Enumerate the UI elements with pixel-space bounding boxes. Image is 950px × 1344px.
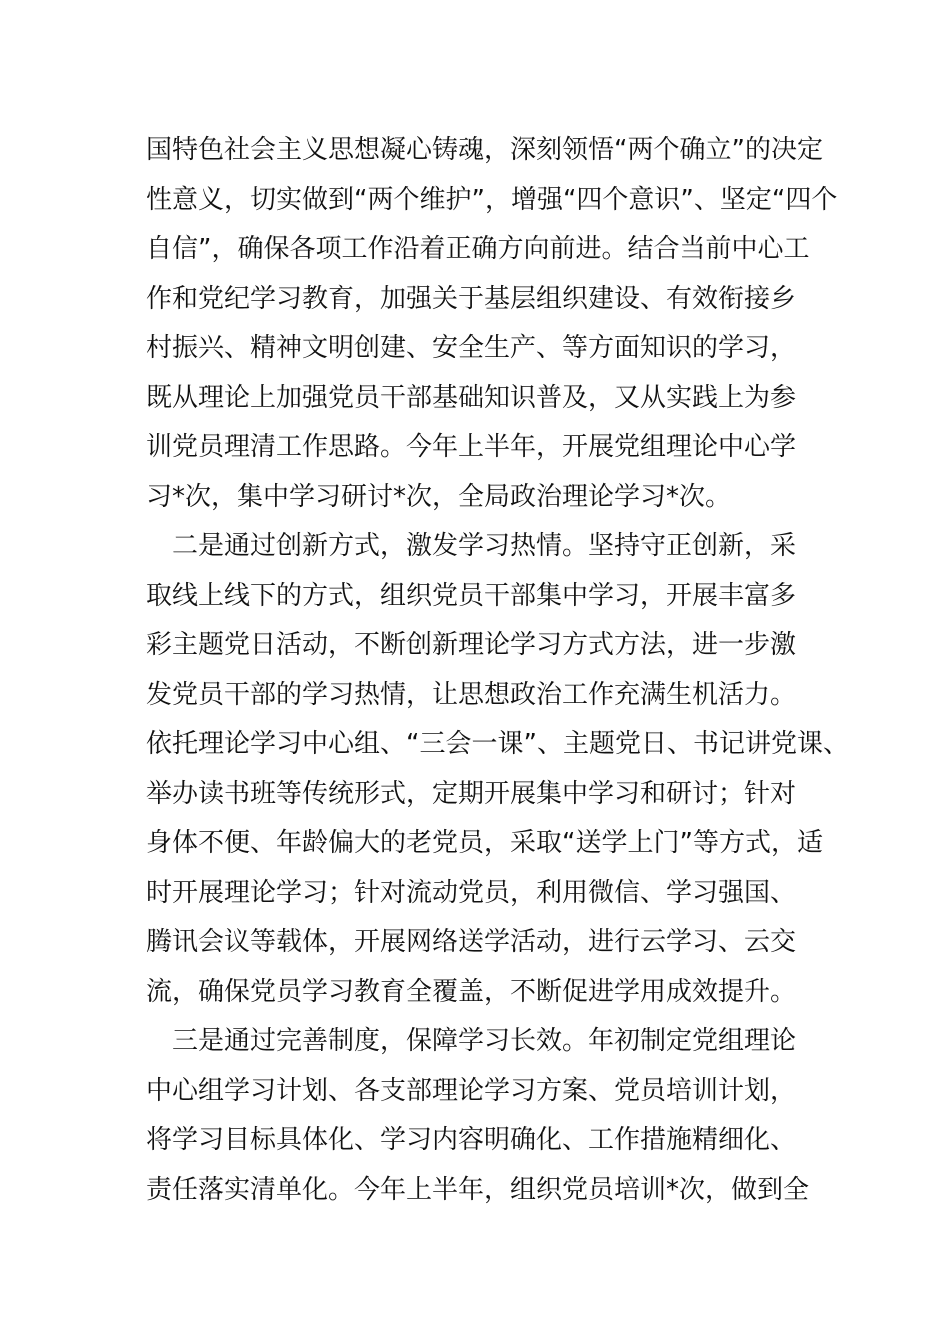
text-line: 性意义，切实做到“两个维护”，增强“四个意识”、坚定“四个 xyxy=(146,184,838,215)
text-line: 将学习目标具体化、学习内容明确化、工作措施精细化、 xyxy=(146,1125,797,1155)
paragraph-start-line: 三是通过完善制度，保障学习长效。年初制定党组理论 xyxy=(146,1026,797,1056)
text-line: 举办读书班等传统形式，定期开展集中学习和研讨；针对 xyxy=(146,778,797,809)
text-line: 时开展理论学习；针对流动党员，利用微信、学习强国、 xyxy=(146,877,797,908)
text-line: 村振兴、精神文明创建、安全生产、等方面知识的学习， xyxy=(146,333,797,363)
text-line: 习*次，集中学习研讨*次，全局政治理论学习*次。 xyxy=(146,481,732,512)
text-line: 彩主题党日活动，不断创新理论学习方式方法，进一步激 xyxy=(146,630,797,660)
text-line: 中心组学习计划、各支部理论学习方案、党员培训计划， xyxy=(146,1075,797,1106)
text-line: 既从理论上加强党员干部基础知识普及，又从实践上为参 xyxy=(146,382,797,413)
text-line: 作和党纪学习教育，加强关于基层组织建设、有效衔接乡 xyxy=(146,283,797,314)
text-line: 自信”，确保各项工作沿着正确方向前进。结合当前中心工 xyxy=(146,234,810,264)
text-line: 腾讯会议等载体，开展网络送学活动，进行云学习、云交 xyxy=(146,927,797,957)
text-line: 流，确保党员学习教育全覆盖，不断促进学用成效提升。 xyxy=(146,976,797,1007)
text-line: 责任落实清单化。今年上半年，组织党员培训*次，做到全 xyxy=(146,1174,810,1205)
text-line: 国特色社会主义思想凝心铸魂，深刻领悟“两个确立”的决定 xyxy=(146,135,823,165)
text-line: 训党员理清工作思路。今年上半年，开展党组理论中心学 xyxy=(146,432,797,462)
text-line: 身体不便、年龄偏大的老党员，采取“送学上门”等方式，适 xyxy=(146,828,823,858)
text-line: 取线上线下的方式，组织党员干部集中学习，开展丰富多 xyxy=(146,580,797,611)
paragraph-start-line: 二是通过创新方式，激发学习热情。坚持守正创新，采 xyxy=(146,531,797,561)
document-body xyxy=(146,126,849,1215)
text-line: 依托理论学习中心组、“三会一课”、主题党日、书记讲党课、 xyxy=(146,729,849,759)
text-line: 发党员干部的学习热情，让思想政治工作充满生机活力。 xyxy=(146,679,797,710)
